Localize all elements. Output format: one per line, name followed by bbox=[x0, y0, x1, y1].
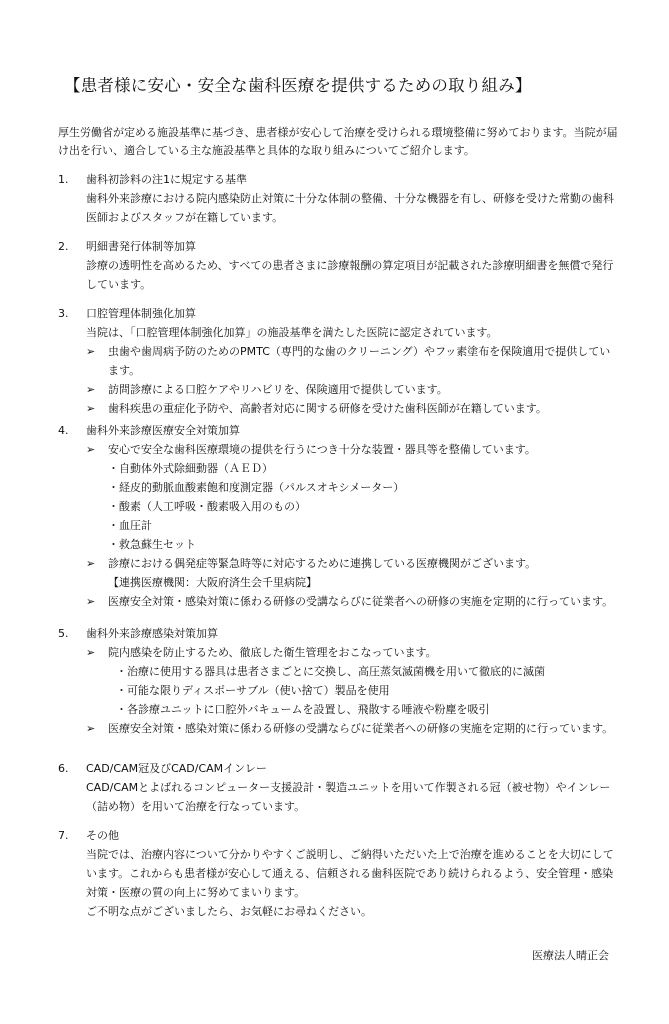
section-title: 歯科初診料の注1に規定する基準 bbox=[86, 173, 247, 186]
equipment-item: ・自動体外式除細動器（ＡＥＤ） bbox=[108, 462, 273, 475]
list-item bbox=[86, 440, 618, 459]
section-1 bbox=[58, 170, 618, 227]
measure-item: ・治療に使用する器具は患者さまごとに交換し、高圧蒸気滅菌機を用いて徹底的に滅菌 bbox=[116, 665, 545, 678]
arrow-bullet-icon: ➢ bbox=[86, 443, 96, 456]
bullet-text: 医療安全対策・感染対策に係わる研修の受講ならびに従業者への研修の実施を定期的に行っています。 bbox=[108, 722, 614, 735]
bullet-text: 訪問診療による口腔ケアやリハビリを、保険適用で提供しています。 bbox=[108, 383, 448, 396]
section-number: 6. bbox=[58, 762, 69, 775]
section-body: 歯科外来診療における院内感染防止対策に十分な体制の整備、十分な機器を有し、研修を受けた常勤の歯科医師およびスタッフが在籍しています。 bbox=[86, 192, 614, 224]
list-item bbox=[86, 643, 618, 662]
arrow-bullet-icon: ➢ bbox=[86, 557, 96, 570]
section-title: CAD/CAM冠及びCAD/CAMインレー bbox=[86, 762, 267, 775]
section-3 bbox=[58, 304, 618, 418]
section-number: 1. bbox=[58, 173, 69, 186]
equipment-item: ・酸素（人工呼吸・酸素吸入用のもの） bbox=[108, 500, 306, 513]
organization-name: 医療法人晴正会 bbox=[532, 949, 609, 962]
equipment-item: ・経皮的動脈血酸素飽和度測定器（パルスオキシメーター） bbox=[108, 481, 405, 494]
section-2 bbox=[58, 237, 618, 294]
section-body: 診療の透明性を高めるため、すべての患者さまに診療報酬の算定項目が記載された診療明細書を無償で発行しています。 bbox=[86, 259, 614, 291]
measure-item: ・各診療ユニットに口腔外バキュームを設置し、飛散する唾液や粉塵を吸引 bbox=[116, 703, 490, 716]
section-7 bbox=[58, 826, 618, 921]
list-item bbox=[86, 342, 618, 380]
bullet-text: 医療安全対策・感染対策に係わる研修の受講ならびに従業者への研修の実施を定期的に行っています。 bbox=[108, 595, 614, 608]
bullet-text: 安心で安全な歯科医療環境の提供を行うにつき十分な装置・器具等を整備しています。 bbox=[108, 443, 536, 456]
arrow-bullet-icon: ➢ bbox=[86, 345, 96, 358]
section-title: 歯科外来診療医療安全対策加算 bbox=[86, 424, 240, 437]
list-item bbox=[86, 719, 618, 738]
equipment-item: ・血圧計 bbox=[108, 519, 152, 532]
page-title: 【患者様に安心・安全な歯科医療を提供するための取り組み】 bbox=[64, 76, 532, 95]
list-item bbox=[86, 592, 618, 611]
arrow-bullet-icon: ➢ bbox=[86, 383, 96, 396]
measure-item: ・可能な限りディスポーサブル（使い捨て）製品を使用 bbox=[116, 684, 390, 697]
bullet-text: 歯科疾患の重症化予防や、高齢者対応に関する研修を受けた歯科医師が在籍しています。 bbox=[108, 402, 547, 415]
arrow-bullet-icon: ➢ bbox=[86, 722, 96, 735]
section-body: 当院は、「口腔管理体制強化加算」の施設基準を満たした医院に認定されています。 bbox=[86, 326, 498, 339]
section-title: 明細書発行体制等加算 bbox=[86, 240, 196, 253]
partner-hospital: 【連携医療機関：大阪府済生会千里病院】 bbox=[108, 576, 317, 589]
section-number: 4. bbox=[58, 424, 69, 437]
section-number: 3. bbox=[58, 307, 69, 320]
section-title: その他 bbox=[86, 829, 119, 842]
equipment-item: ・救急蘇生セット bbox=[108, 538, 196, 551]
section-title: 口腔管理体制強化加算 bbox=[86, 307, 196, 320]
section-body: CAD/CAMとよばれるコンピューター支援設計・製造ユニットを用いて作製される冠（被せ物）やインレー（詰め物）を用いて治療を行なっています。 bbox=[86, 781, 611, 813]
arrow-bullet-icon: ➢ bbox=[86, 595, 96, 608]
intro-paragraph: 厚生労働省が定める施設基準に基づき、患者様が安心して治療を受けられる環境整備に努めております。当院が届け出を行い、適合している主な施設基準と具体的な取り組みについてご紹介します。 bbox=[58, 126, 618, 157]
section-title: 歯科外来診療感染対策加算 bbox=[86, 627, 218, 640]
section-number: 2. bbox=[58, 240, 69, 253]
section-4 bbox=[58, 421, 618, 611]
section-number: 5. bbox=[58, 627, 69, 640]
bullet-text: 虫歯や歯周病予防のためのPMTC（専門的な歯のクリーニング）やフッ素塗布を保険適用で提供しています。 bbox=[108, 345, 611, 377]
list-item bbox=[86, 399, 618, 418]
list-item bbox=[86, 554, 618, 573]
bullet-text: 診療における偶発症等緊急時等に対応するために連携している医療機関がございます。 bbox=[108, 557, 537, 570]
bullet-text: 院内感染を防止するため、徹底した衛生管理をおこなっています。 bbox=[108, 646, 437, 659]
arrow-bullet-icon: ➢ bbox=[86, 402, 96, 415]
closing-note: ご不明な点がございましたら、お気軽にお尋ねください。 bbox=[86, 905, 372, 918]
section-body: 当院では、治療内容について分かりやすくご説明し、ご納得いただいた上で治療を進めることを大切にしています。これからも患者様が安心して通える、信頼される歯科医院であり続けられるよう、安全管理・感染対策・医療の質の向上に努めてまいります。 bbox=[86, 848, 614, 899]
section-5 bbox=[58, 624, 618, 738]
arrow-bullet-icon: ➢ bbox=[86, 646, 96, 659]
list-item bbox=[86, 380, 618, 399]
section-number: 7. bbox=[58, 829, 69, 842]
section-6 bbox=[58, 759, 618, 816]
